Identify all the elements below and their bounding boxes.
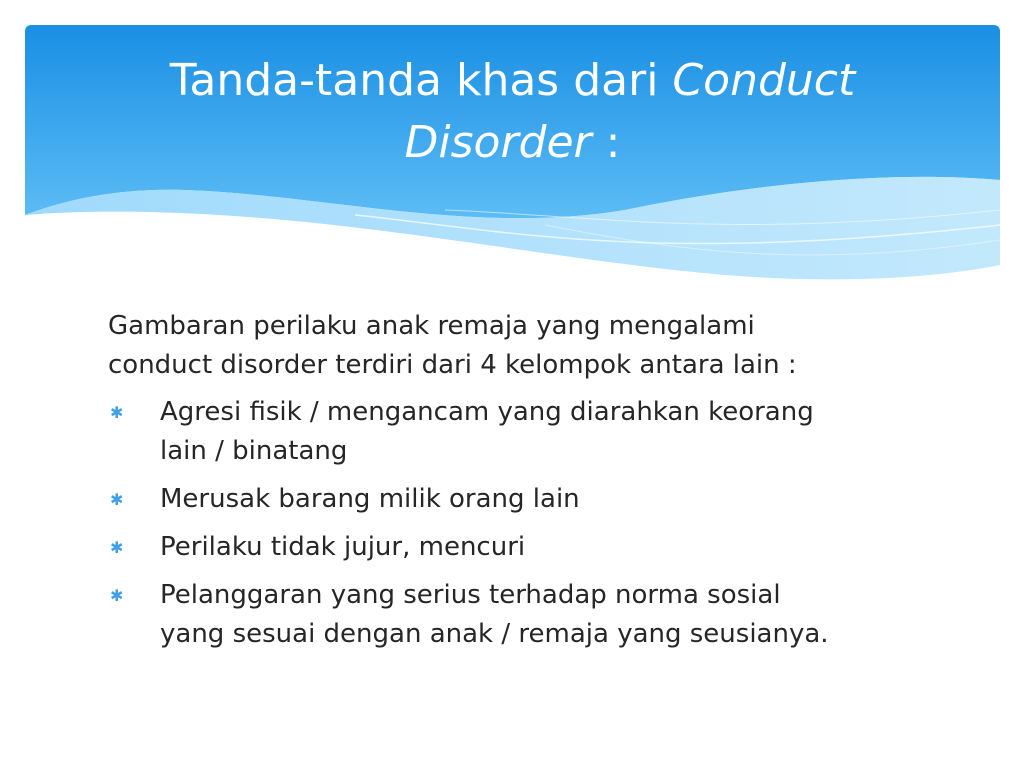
asterisk-icon: ✱	[110, 490, 124, 509]
asterisk-icon: ✱	[110, 538, 124, 557]
bullet-item	[108, 576, 908, 654]
bullet-text: Agresi fisik / mengancam yang diarahkan keorang	[160, 397, 814, 427]
title-text-colon: :	[591, 117, 621, 168]
bullet-text: Pelanggaran yang serius terhadap norma sosial	[160, 580, 781, 610]
asterisk-icon: ✱	[110, 586, 124, 605]
bullet-item	[108, 528, 908, 567]
bullet-text: Perilaku tidak jujur, mencuri	[160, 532, 526, 562]
bullet-text: lain / binatang	[160, 436, 348, 466]
slide-body	[108, 307, 908, 663]
intro-line: Gambaran perilaku anak remaja yang mengalami	[108, 311, 755, 341]
bullet-item	[108, 393, 908, 471]
bullet-text: Merusak barang milik orang lain	[160, 484, 580, 514]
bullet-item	[108, 480, 908, 519]
title-text-italic: Conduct Disorder	[404, 55, 856, 168]
bullet-list	[108, 393, 908, 654]
title-text-regular: Tanda-tanda khas dari	[169, 55, 673, 106]
intro-paragraph	[108, 307, 908, 385]
asterisk-icon: ✱	[110, 403, 124, 422]
intro-line: conduct disorder terdiri dari 4 kelompok antara lain :	[108, 350, 797, 380]
slide-title	[100, 50, 925, 174]
bullet-text: yang sesuai dengan anak / remaja yang seusianya.	[160, 619, 829, 649]
